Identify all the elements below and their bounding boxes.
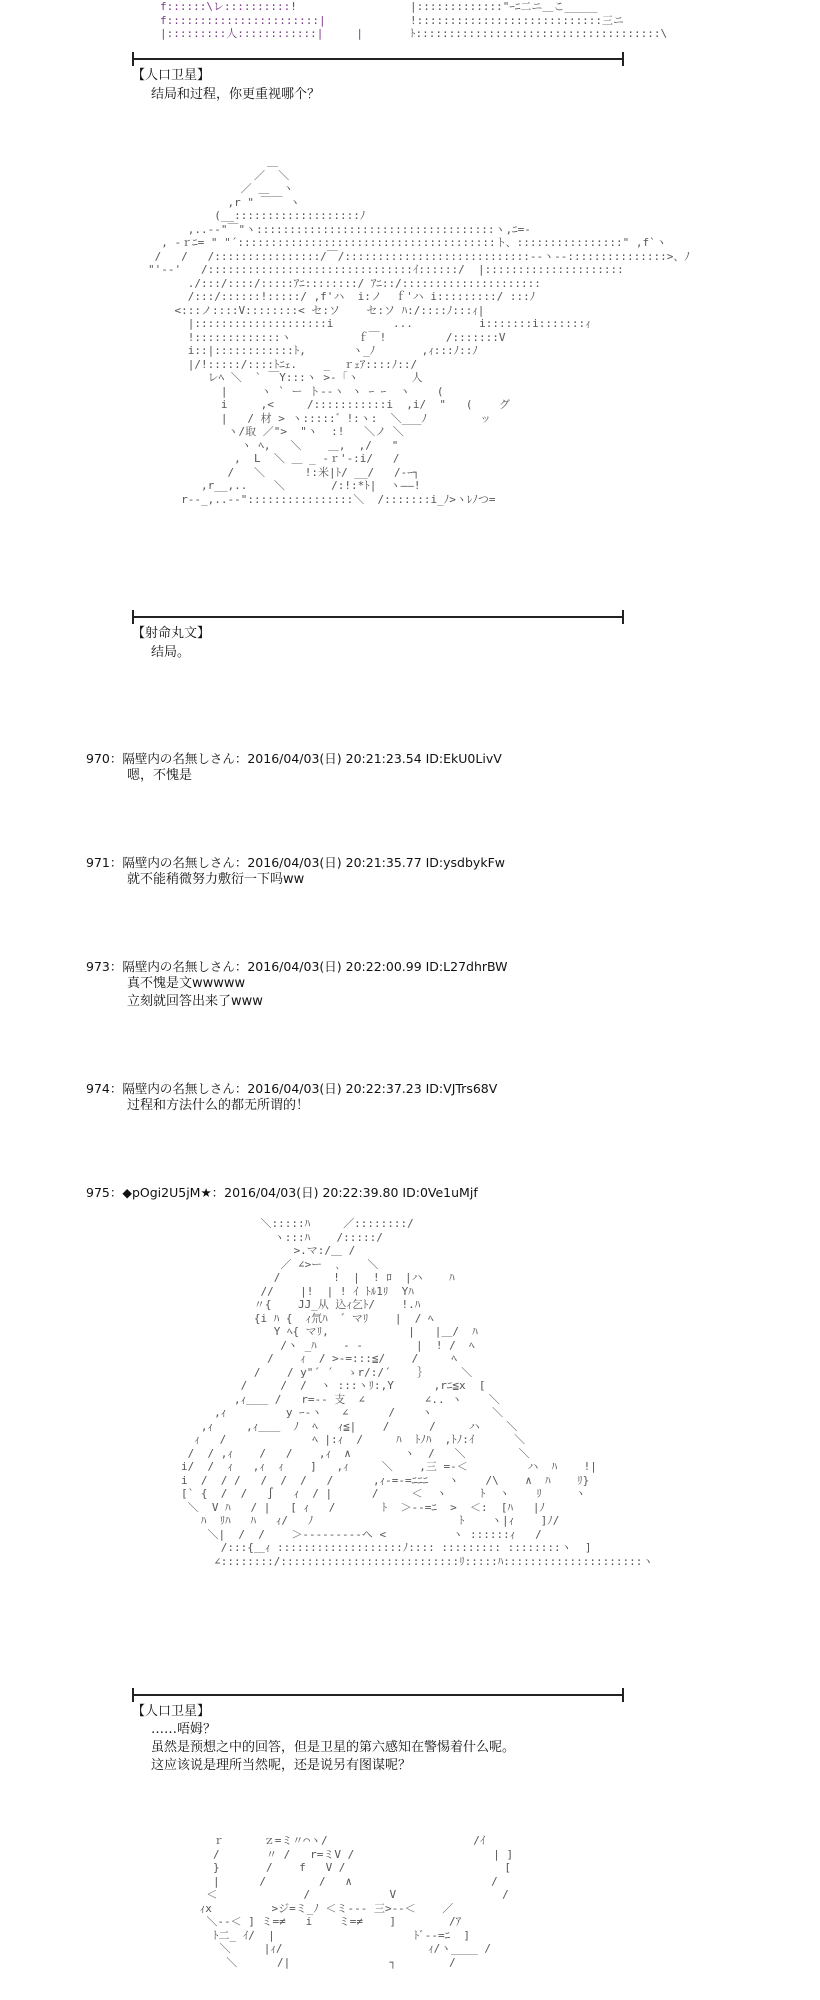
ascii-art-bottom: ｒ ｚ=ミ〃⌒ヽ/ /ｲ / 〃 / r=ミV / | ] } / f V / [ | / / ∧ / ＜ / V / ｨx >ジ=ミ_ﾉ ＜ミ--- 三>--＜ ／ ＼--＜ ] ミ=≠ i ミ=≠ ] /ｱ ﾄ二_ ｲ/ | ﾄﾞ--=ﾆ ] ＼ |ｨ/ ｨ/ヽ____ / ＼ /| ┐ / — [199, 1834, 514, 1969]
post-header: 971：隔壁内の名無しさん：2016/04/03(日) 20:21:35.77 ID:ysdbykFw — [86, 855, 505, 870]
dialogue-line: ……唔姆？ — [151, 1722, 217, 1737]
post-header: 973：隔壁内の名無しさん：2016/04/03(日) 20:22:00.99 ID:L27dhrBW — [86, 959, 508, 974]
section-divider — [132, 616, 624, 618]
speaker-name: 【人口卫星】 — [132, 68, 211, 83]
section-divider — [132, 1694, 624, 1696]
post-body-line: 嗯，不愧是 — [127, 768, 193, 783]
post-body-line: 立刻就回答出来了www — [127, 994, 263, 1009]
dialogue-line: 结局。 — [151, 645, 191, 660]
thread-page — [10, 0, 800, 2000]
ascii-art-top-right: |:::::::::::::"ｰﾆ二ニ＿こ_____ !::::::::::::::::::::::::::::三ニ ﾄ:::::::::::::::::::::::::::::::::::::\ — [410, 0, 668, 40]
post-header: 975：◆pOgi2U5jM★：2016/04/03(日) 20:22:39.80 ID:0Ve1uMjf — [86, 1185, 478, 1200]
post-body-line: 真不愧是文wwwww — [127, 976, 246, 991]
ascii-art-top-left: f::::::\レ::::::::::! f:::::::::::::::::::::::| |:::::::::人::::::::::::| | — [160, 0, 364, 40]
post-header: 970：隔壁内の名無しさん：2016/04/03(日) 20:21:23.54 ID:EkU0LivV — [86, 751, 502, 766]
speaker-name: 【射命丸文】 — [132, 626, 211, 641]
dialogue-line: 虽然是预想之中的回答，但是卫星的第六感知在警惕着什么呢。 — [151, 1740, 516, 1755]
speaker-name: 【人口卫星】 — [132, 1704, 211, 1719]
dialogue-line: 这应该说是理所当然呢，还是说另有图谋呢？ — [151, 1758, 412, 1773]
post-body-line: 过程和方法什么的都无所谓的！ — [127, 1098, 310, 1113]
dialogue-line: 结局和过程，你更重视哪个？ — [151, 87, 321, 102]
ascii-art-aya: ＿ ／ ＼ ／ ＿ ヽ ,r " ￣￣ ヽ (__:::::::::::::::::::ﾉ ,..-‐"￣"ヽ::::::::::::::::::::::::::::::::::::ヽ,ﾆ=- , -ｒﾆ= " "´:::::::::::::::::::::::::::::::::::::::ト、::::::::::::::::" ,f`ヽ / / /::::::::::::::::/￣/::::::::::::::::::::::::::::-‐ヽ-‐:::::::::::::::>、ﾉ "'--' /:::::::::::::::::::::::::::::::ｲ::::::/ |::::::::::::::::::::: ./:::/::::/:::::ｱﾆ::::::::/ ｱﾆ::/::::::::::::::::::::: /:::/::::::!:::::/ ,f'ハ i:ノ ｆ'ハ i:::::::::/ :::ﾉ <:::ノ::::V::::::::< セ:ソ セ:ソ ﾊ:/::::ﾉ:::ｨ| |::::::::::::::::::::i ... i:::::::i:::::::ｨ !:::::::::::::ヽ ｆ￣! /:::::::V i::|::::::::::::ﾄ, ヽ_ﾉ ,ｨ:::ﾉ::ﾉ |/!:::::/::::ﾄﾆｪ. _ ｒｪｱ::::ﾉ::/ レﾍ ＼ ` ￣Y:::ヽ >-「ヽ 人 | ヽ ` ー ト-‐ヽ ヽ ｰ ｰ ヽ ( i ,< /:::::::::::i ,i/ " ( グ | / 材 > ヽ:::::゛!:ヽ: ＼___ﾉ ッ ヽ/取 ／"> "ヽ :! ＼ノ ＼ ヽ ﾍ, ＼ ＿, ,/ " , L ＼ ＿ _ -ｒ'-:i/ / / ＼ !:米|ﾄ/ __/ /‐ｰ┐ ,r__,.. ＼ /:!:*ﾄ| ヽ――! r‐-_,..-‐"::::::::::::::::＼ /:::::::i_ﾉ>ヽﾚﾉつ= — [148, 155, 690, 506]
section-divider — [132, 58, 624, 60]
post-body-line: 就不能稍微努力敷衍一下吗ww — [127, 872, 305, 887]
ascii-art-satellite: ＼:::::ﾊ ／::::::::/ ヽ:::ﾊ /:::::/ >.マ:/＿ / ／ ∠>ー ､ ＼ / ! | ! ﾛ |ハ ﾊ // |! | ! ｲ ﾄﾙ1ﾘ Yﾊ 〃{ JJ_从 込ｨ乞ﾄ/ !.ﾊ {i ﾊ { ｨ氘ﾊ ゛マﾘ | / ﾍ Y ﾍ{ マﾘ, | |＿/ ﾊ /ヽ _ﾊ ‐ ‐ | ! / ﾍ / ｨ / >-=:::≦/ / ﾍ / / y"´ ´ ゝr/:/´ ｝ ＼ / / / ヽ :::ヽﾘ:,Y ,rﾆ≦x [ ,ｨ＿＿ / r=-- 支 ∠ ∠.. ヽ ＼ ,ｨ y ｰ-ヽ ∠ / ヽ ＼ ,ｨ ,ｨ＿＿ ﾉ ﾍ ｨ≦| / / ハ ＼ ｨ / ﾍ |:ｨ / ﾊ ﾄﾉﾊ ,ﾄﾉ:ｲ ＼ / / ,ｨ / / ,ｨ ∧ ヽ / ＼ ＼ i/ / ｨ ,ｨ ｨ ] ,ｨ ＼ ,三 =-＜ ハ ﾊ !| i / / / / / / / ,ｨ-=-=ﾆﾆﾆ ヽ /\ ∧ ﾊ ﾘ} [` { / / ∫ ｨ / | / ＜ ヽ ﾄ ヽ ﾘ ヽ ＼ V ﾊ / | [ ｨ / ﾄ ＞--=ﾆ > ＜: [ﾊ |ﾉ ﾊ ﾘﾊ ﾊ ｨ/ ﾉ ﾄ ヽ|ｨ ]ﾉ/ ＼| / / ＞---------ヘ < ヽ ::::::ｨ / /:::{＿ｨ :::::::::::::::::::ﾉ:::: ::::::::: ::::::::ヽ ] ∠::::::::/:::::::::::::::::::::::::::ﾘ:::::ﾊ:::::::::::::::::::::ヽ — [180, 1217, 654, 1568]
post-header: 974：隔壁内の名無しさん：2016/04/03(日) 20:22:37.23 ID:VJTrs68V — [86, 1081, 498, 1096]
